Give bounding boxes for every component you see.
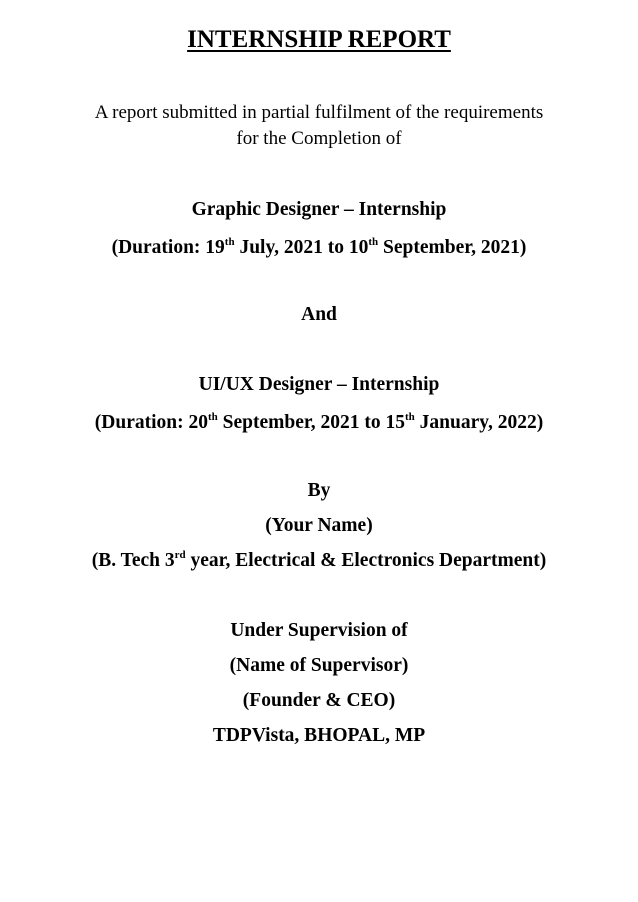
ordinal-suffix: th bbox=[368, 236, 379, 248]
course-text: (B. Tech 3 bbox=[91, 550, 175, 571]
course-text: year, Electrical & Electronics Department) bbox=[185, 550, 547, 571]
duration-text: September, 2021) bbox=[378, 237, 527, 258]
author-course bbox=[0, 551, 638, 571]
author-name: (Your Name) bbox=[265, 515, 373, 536]
report-title: INTERNSHIP REPORT bbox=[187, 26, 451, 53]
supervisor-role: (Founder & CEO) bbox=[242, 690, 396, 711]
intro-line-2: for the Completion of bbox=[236, 128, 402, 149]
internship-1-name: Graphic Designer – Internship bbox=[191, 199, 447, 220]
ordinal-suffix: th bbox=[208, 411, 218, 423]
duration-text: July, 2021 to 10 bbox=[234, 237, 369, 258]
conjunction-and: And bbox=[301, 304, 337, 325]
duration-text: (Duration: 20 bbox=[94, 412, 208, 433]
internship-1-duration bbox=[0, 238, 638, 258]
organization-name: TDPVista, BHOPAL, MP bbox=[212, 725, 426, 746]
duration-text: January, 2022) bbox=[414, 412, 544, 433]
duration-text: (Duration: 19 bbox=[111, 237, 225, 258]
intro-line-1: A report submitted in partial fulfilment of the requirements bbox=[94, 102, 544, 123]
internship-2-duration bbox=[0, 413, 638, 433]
ordinal-suffix: rd bbox=[174, 549, 186, 561]
supervisor-name: (Name of Supervisor) bbox=[229, 655, 409, 676]
internship-2-name: UI/UX Designer – Internship bbox=[198, 374, 440, 395]
ordinal-suffix: th bbox=[405, 411, 415, 423]
by-label: By bbox=[307, 480, 331, 501]
supervision-heading: Under Supervision of bbox=[230, 620, 408, 641]
ordinal-suffix: th bbox=[224, 236, 235, 248]
duration-text: September, 2021 to 15 bbox=[217, 412, 406, 433]
